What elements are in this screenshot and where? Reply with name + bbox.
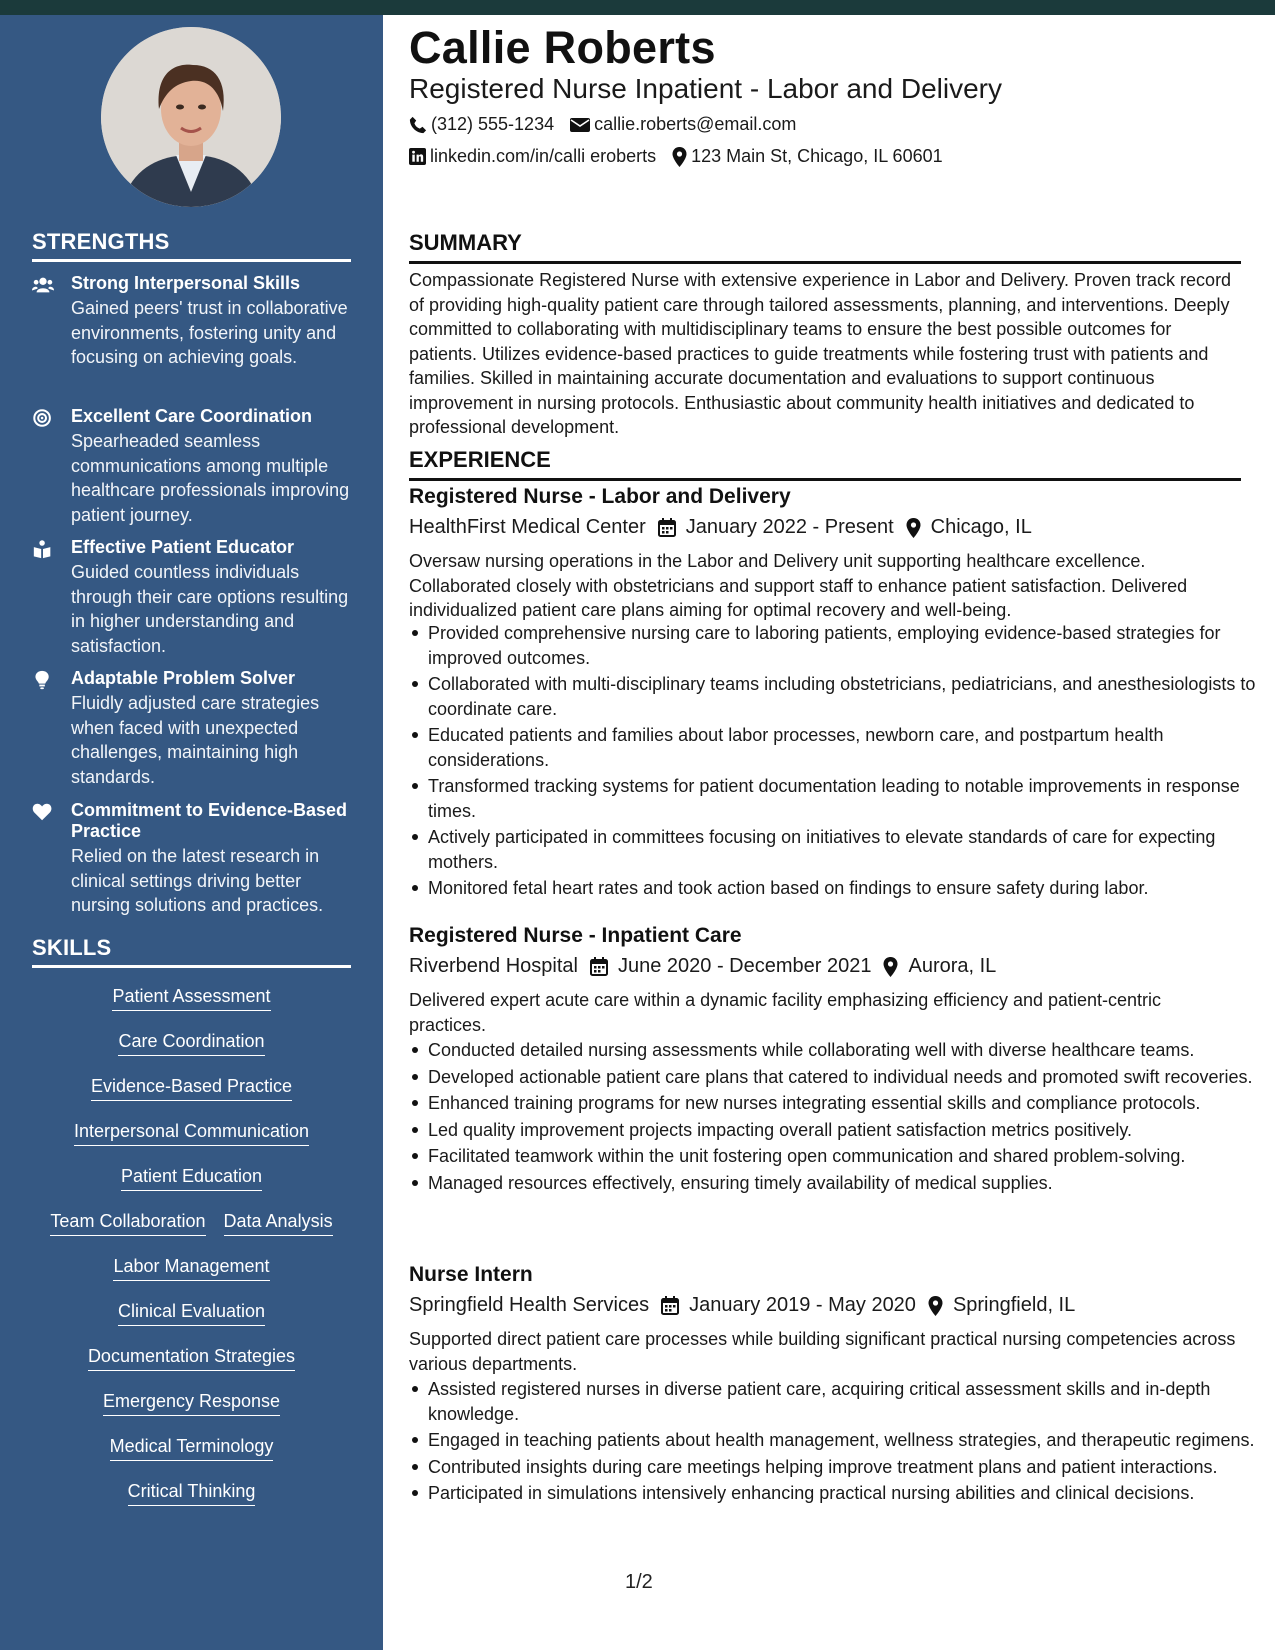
bullet-item: Assisted registered nurses in diverse patient care, acquiring critical assessment skills and in-depth knowledge.: [428, 1377, 1260, 1426]
strength-desc: Fluidly adjusted care strategies when faced with unexpected challenges, maintaining high standards.: [71, 693, 320, 787]
page-number: 1/2: [625, 1571, 653, 1593]
summary-text: Compassionate Registered Nurse with extensive experience in Labor and Delivery. Proven track record of providing high-quality patient care through tailored assessments, planning, and interventions. Deeply committed to collaborating with multidisciplinary teams to ensure the best possible outcomes for patients. Utilizes evidence-based practices to guide treatments while fostering trust with patients and families. Skilled in maintaining accurate documentation and evaluations to support continuous improvement in nursing protocols. Enthusiastic about community health initiatives and dedicated to professional development.: [409, 270, 1232, 437]
bullet-item: Enhanced training programs for new nurses integrating essential skills and compliance protocols.: [428, 1091, 1260, 1116]
strength-title: Strong Interpersonal Skills: [71, 273, 301, 293]
skill-tag: Patient Education: [121, 1165, 262, 1191]
bullet-item: Educated patients and families about labor processes, newborn care, and postpartum health considerations.: [428, 723, 1260, 772]
bullet-item: Monitored fetal heart rates and took action based on findings to ensure safety during labor.: [428, 876, 1260, 901]
skill-tag: Medical Terminology: [110, 1435, 274, 1461]
skill-tag: Team Collaboration: [50, 1210, 205, 1236]
bullet-item: Facilitated teamwork within the unit fostering open communication and shared problem-solving.: [428, 1144, 1260, 1169]
location-icon: [906, 518, 921, 538]
job-company: Riverbend Hospital: [409, 955, 578, 977]
location-icon: [928, 1296, 943, 1316]
phone-item: [409, 114, 554, 135]
linkedin-link[interactable]: linkedin.com/in/calli eroberts: [430, 146, 657, 166]
bullet-item: Conducted detailed nursing assessments while collaborating well with diverse healthcare teams.: [428, 1038, 1260, 1063]
skill-tag: Clinical Evaluation: [118, 1300, 265, 1326]
bullet-item: Engaged in teaching patients about health management, wellness strategies, and therapeutic regimens.: [428, 1428, 1260, 1453]
strength-title: Adaptable Problem Solver: [71, 668, 296, 688]
job-meta: [409, 1294, 1075, 1317]
address-item: [672, 146, 943, 167]
phone-icon: [409, 116, 427, 134]
strength-item: [32, 668, 352, 789]
job-dates: January 2022 - Present: [685, 516, 894, 538]
email-link[interactable]: callie.roberts@email.com: [594, 114, 797, 134]
bullet-item: Transformed tracking systems for patient documentation leading to notable improvements in response times.: [428, 774, 1260, 823]
strength-item: [32, 800, 352, 918]
contact-row-2: [409, 146, 959, 167]
location-icon: [672, 147, 687, 167]
strength-desc: Spearheaded seamless communications among multiple healthcare professionals improving patient journey.: [71, 431, 350, 525]
calendar-icon: [661, 1296, 679, 1315]
avatar: [101, 27, 281, 207]
job-company: HealthFirst Medical Center: [409, 516, 646, 538]
skill-tag: Documentation Strategies: [88, 1345, 295, 1371]
job-title: Nurse Intern: [409, 1263, 533, 1286]
job-title: Registered Nurse - Inpatient Care: [409, 924, 742, 947]
bullet-item: Led quality improvement projects impacting overall patient satisfaction metrics positively.: [428, 1118, 1260, 1143]
job-title: Registered Nurse - Labor and Delivery: [409, 485, 791, 508]
lightbulb-icon: [32, 670, 54, 690]
job-meta: [409, 516, 1032, 539]
envelope-icon: [570, 117, 590, 133]
strength-desc: Gained peers' trust in collaborative environments, fostering unity and focusing on achieving goals.: [71, 298, 348, 367]
job-company: Springfield Health Services: [409, 1294, 650, 1316]
reader-icon: [32, 539, 54, 559]
sidebar: [0, 15, 383, 1650]
skills-heading: SKILLS: [32, 935, 351, 968]
job-bullets: [409, 621, 1260, 903]
skill-tag: Emergency Response: [103, 1390, 280, 1416]
strength-item: [32, 537, 352, 658]
target-icon: [32, 408, 54, 428]
strength-desc: Guided countless individuals through their care options resulting in higher understanding and satisfaction.: [71, 562, 349, 656]
strength-title: Effective Patient Educator: [71, 537, 295, 557]
profile-photo: [101, 27, 281, 207]
users-icon: [32, 275, 54, 295]
strength-title: Excellent Care Coordination: [71, 406, 313, 426]
job-meta: [409, 955, 996, 978]
contact-row-1: [409, 114, 812, 135]
job-location: Springfield, IL: [952, 1294, 1076, 1316]
email-item[interactable]: [570, 114, 796, 135]
location-icon: [883, 957, 898, 977]
skill-tag: Patient Assessment: [112, 985, 270, 1011]
job-bullets: [409, 1377, 1260, 1508]
skill-tag: Interpersonal Communication: [74, 1120, 309, 1146]
top-bar: [0, 0, 1275, 15]
bullet-item: Provided comprehensive nursing care to laboring patients, employing evidence-based strategies for improved outcomes.: [428, 621, 1260, 670]
experience-heading: EXPERIENCE: [409, 447, 1241, 481]
candidate-name: Callie Roberts: [409, 22, 716, 73]
skill-tag: Data Analysis: [224, 1210, 333, 1236]
bullet-item: Actively participated in committees focusing on initiatives to elevate standards of care for expecting mothers.: [428, 825, 1260, 874]
calendar-icon: [658, 518, 676, 537]
strengths-heading: STRENGTHS: [32, 229, 351, 262]
strength-item: [32, 273, 352, 370]
strength-desc: Relied on the latest research in clinical settings driving better nursing solutions and practices.: [71, 846, 324, 915]
job-location: Aurora, IL: [908, 955, 997, 977]
calendar-icon: [590, 957, 608, 976]
bullet-item: Collaborated with multi-disciplinary teams including obstetricians, pediatricians, and anesthesiologists to coordinate care.: [428, 672, 1260, 721]
job-description: Supported direct patient care processes while building significant practical nursing competencies across various departments.: [409, 1329, 1236, 1374]
job-dates: June 2020 - December 2021: [617, 955, 872, 977]
job-location: Chicago, IL: [930, 516, 1032, 538]
summary-heading: SUMMARY: [409, 230, 1241, 264]
job-dates: January 2019 - May 2020: [689, 1294, 916, 1316]
linkedin-item[interactable]: [409, 146, 656, 167]
strength-item: [32, 406, 352, 527]
skill-tag: Critical Thinking: [128, 1480, 256, 1506]
job-description: Oversaw nursing operations in the Labor and Delivery unit supporting healthcare excellence. Collaborated closely with obstetricians and support staff to enhance patient satisfaction. Delivered individualized patient care plans aiming for optimal recovery and well-being.: [409, 551, 1188, 620]
strength-title: Commitment to Evidence-Based Practice: [71, 800, 348, 841]
skill-tag: Labor Management: [113, 1255, 269, 1281]
candidate-role: Registered Nurse Inpatient - Labor and Delivery: [409, 73, 1002, 104]
job-bullets: [409, 1038, 1260, 1197]
bullet-item: Participated in simulations intensively enhancing practical nursing abilities and clinical decisions.: [428, 1481, 1260, 1506]
heart-icon: [32, 802, 54, 822]
skills-list: [32, 985, 351, 1525]
bullet-item: Developed actionable patient care plans that catered to individual needs and promoted swift recoveries.: [428, 1065, 1260, 1090]
address-text: 123 Main St, Chicago, IL 60601: [691, 146, 943, 166]
bullet-item: Contributed insights during care meetings helping improve treatment plans and patient interactions.: [428, 1455, 1260, 1480]
skill-tag: Care Coordination: [118, 1030, 264, 1056]
linkedin-icon: [409, 148, 426, 165]
skill-tag: Evidence-Based Practice: [91, 1075, 292, 1101]
phone-text: (312) 555-1234: [431, 114, 555, 134]
bullet-item: Managed resources effectively, ensuring timely availability of medical supplies.: [428, 1171, 1260, 1196]
job-description: Delivered expert acute care within a dynamic facility emphasizing efficiency and patient-centric practices.: [409, 990, 1162, 1035]
